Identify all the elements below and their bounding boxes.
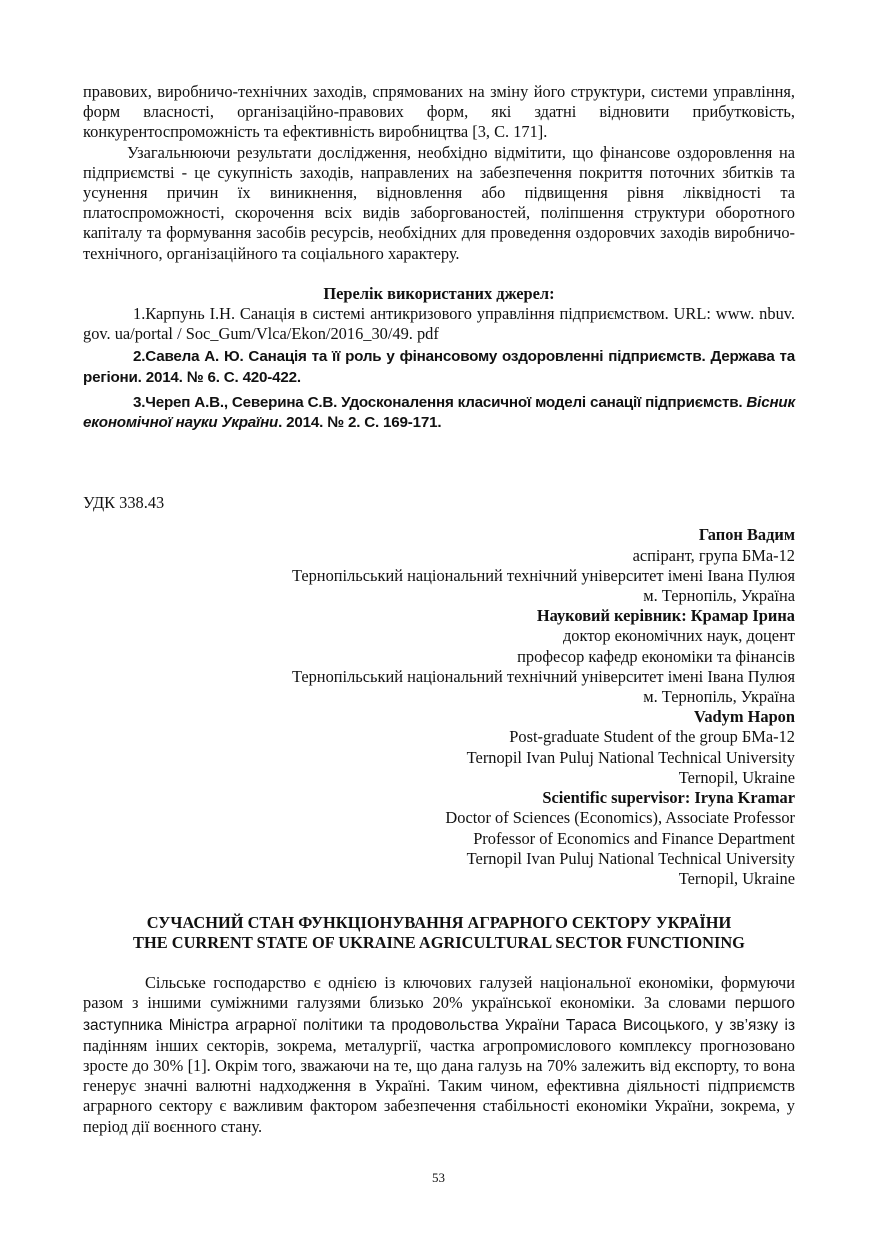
- references-heading: Перелік використаних джерел:: [323, 283, 555, 303]
- body-part-2: першого заступника Міністра аграрної політики та продовольства України Тараса Висоцького, у зв’язку із: [83, 995, 795, 1034]
- article-title-en: THE CURRENT STATE OF UKRAINE AGRICULTURAL SECTOR FUNCTIONING: [133, 933, 745, 953]
- author-city-ua: м. Тернопіль, Україна: [643, 586, 795, 606]
- reference-3-journal: Вісник економічної науки України: [83, 393, 795, 432]
- author-university-en: Ternopil Ivan Puluj National Technical University: [466, 747, 795, 767]
- reference-2: 2.Савела А. Ю. Санація та її роль у фінансовому оздоровленні підприємств. Держава та регіони. 2014. № 6. С. 420-422.: [83, 348, 795, 386]
- reference-1: 1.Карпунь І.Н. Санація в системі антикризового управління підприємством. URL: www. nbuv. gov. ua/portal / Soc_Gum/Vlca/Ekon/2016_30/49. pdf: [83, 304, 795, 344]
- reference-3: [83, 393, 795, 433]
- reference-3-details: . 2014. № 2. С. 169-171.: [278, 414, 442, 432]
- author-block: [83, 525, 795, 889]
- supervisor-university-ua: Тернопільський національний технічний університет імені Івана Пулюя: [291, 666, 795, 686]
- page-number: 53: [432, 1170, 445, 1185]
- supervisor-university-en: Ternopil Ivan Puluj National Technical University: [466, 848, 795, 868]
- author-status-ua: аспірант, група БМа-12: [632, 545, 795, 565]
- author-university-ua: Тернопільський національний технічний університет імені Івана Пулюя: [291, 565, 795, 585]
- body-paragraph: [83, 973, 795, 1137]
- body-part-3: падінням інших секторів, зокрема, металургії, частка агропромислового комплексу прогнозовано зросте до 30% [1]. Окрім того, зважаючи на те, що дана галузь на 70% залежить від експорту, то вона генерує значні валютні надходження в Україні. Таким чином, ефективна діяльності підприємств аграрного сектору є важливим фактором забезпечення стабільності економіки України, зокрема, у період дії воєнного стану.: [83, 1035, 795, 1136]
- supervisor-city-ua: м. Тернопіль, Україна: [643, 687, 795, 707]
- supervisor-en: Scientific supervisor: Iryna Kramar: [542, 788, 795, 808]
- supervisor-position-en: Professor of Economics and Finance Department: [473, 828, 795, 848]
- author-name-ua: Гапон Вадим: [698, 525, 795, 545]
- paragraph-continuation: правових, виробничо-технічних заходів, спрямованих на зміну його структури, системи управління, форм власності, організаційно-правових форм, які здатні відновити прибутковість, конкурентоспроможність та ефективність виробництва [3, С. 171].: [83, 82, 795, 142]
- supervisor-degree-en: Doctor of Sciences (Economics), Associate Professor: [445, 808, 795, 828]
- udk-code: УДК 338.43: [83, 493, 165, 513]
- paragraph-conclusion: Узагальнюючи результати дослідження, необхідно відмітити, що фінансове оздоровлення на підприємстві - це сукупність заходів, направлених на забезпечення покриття поточних збитків та усунення причин їх виникнення, відновлення або підвищення рівня ліквідності та платоспроможності, скорочення всіх видів заборгованостей, поліпшення структури оборотного капіталу та формування засобів ресурсів, необхідних для проведення оздоровчих заходів виробничо-технічного, організаційного та соціального характеру.: [83, 142, 795, 263]
- supervisor-degree-ua: доктор економічних наук, доцент: [562, 626, 795, 646]
- reference-3-authors: 3.Череп А.В., Северина С.В. Удосконалення класичної моделі санації підприємств.: [133, 393, 747, 411]
- article-title-ua: СУЧАСНИЙ СТАН ФУНКЦІОНУВАННЯ АГРАРНОГО СЕКТОРУ УКРАЇНИ: [146, 913, 732, 933]
- page-content: [83, 82, 795, 1137]
- supervisor-ua: Науковий керівник: Крамар Ірина: [536, 606, 795, 626]
- author-status-en: Post-graduate Student of the group БМа-12: [509, 727, 795, 747]
- author-name-en: Vadym Hapon: [694, 707, 795, 727]
- supervisor-city-en: Ternopil, Ukraine: [678, 868, 795, 888]
- supervisor-position-ua: професор кафедр економіки та фінансів: [517, 646, 795, 666]
- body-part-1: Сільське господарство є однією із ключових галузей національної економіки, формуючи разом з іншими суміжними галузями близько 20% української економіки. За словами: [83, 973, 795, 1013]
- author-city-en: Ternopil, Ukraine: [678, 767, 795, 787]
